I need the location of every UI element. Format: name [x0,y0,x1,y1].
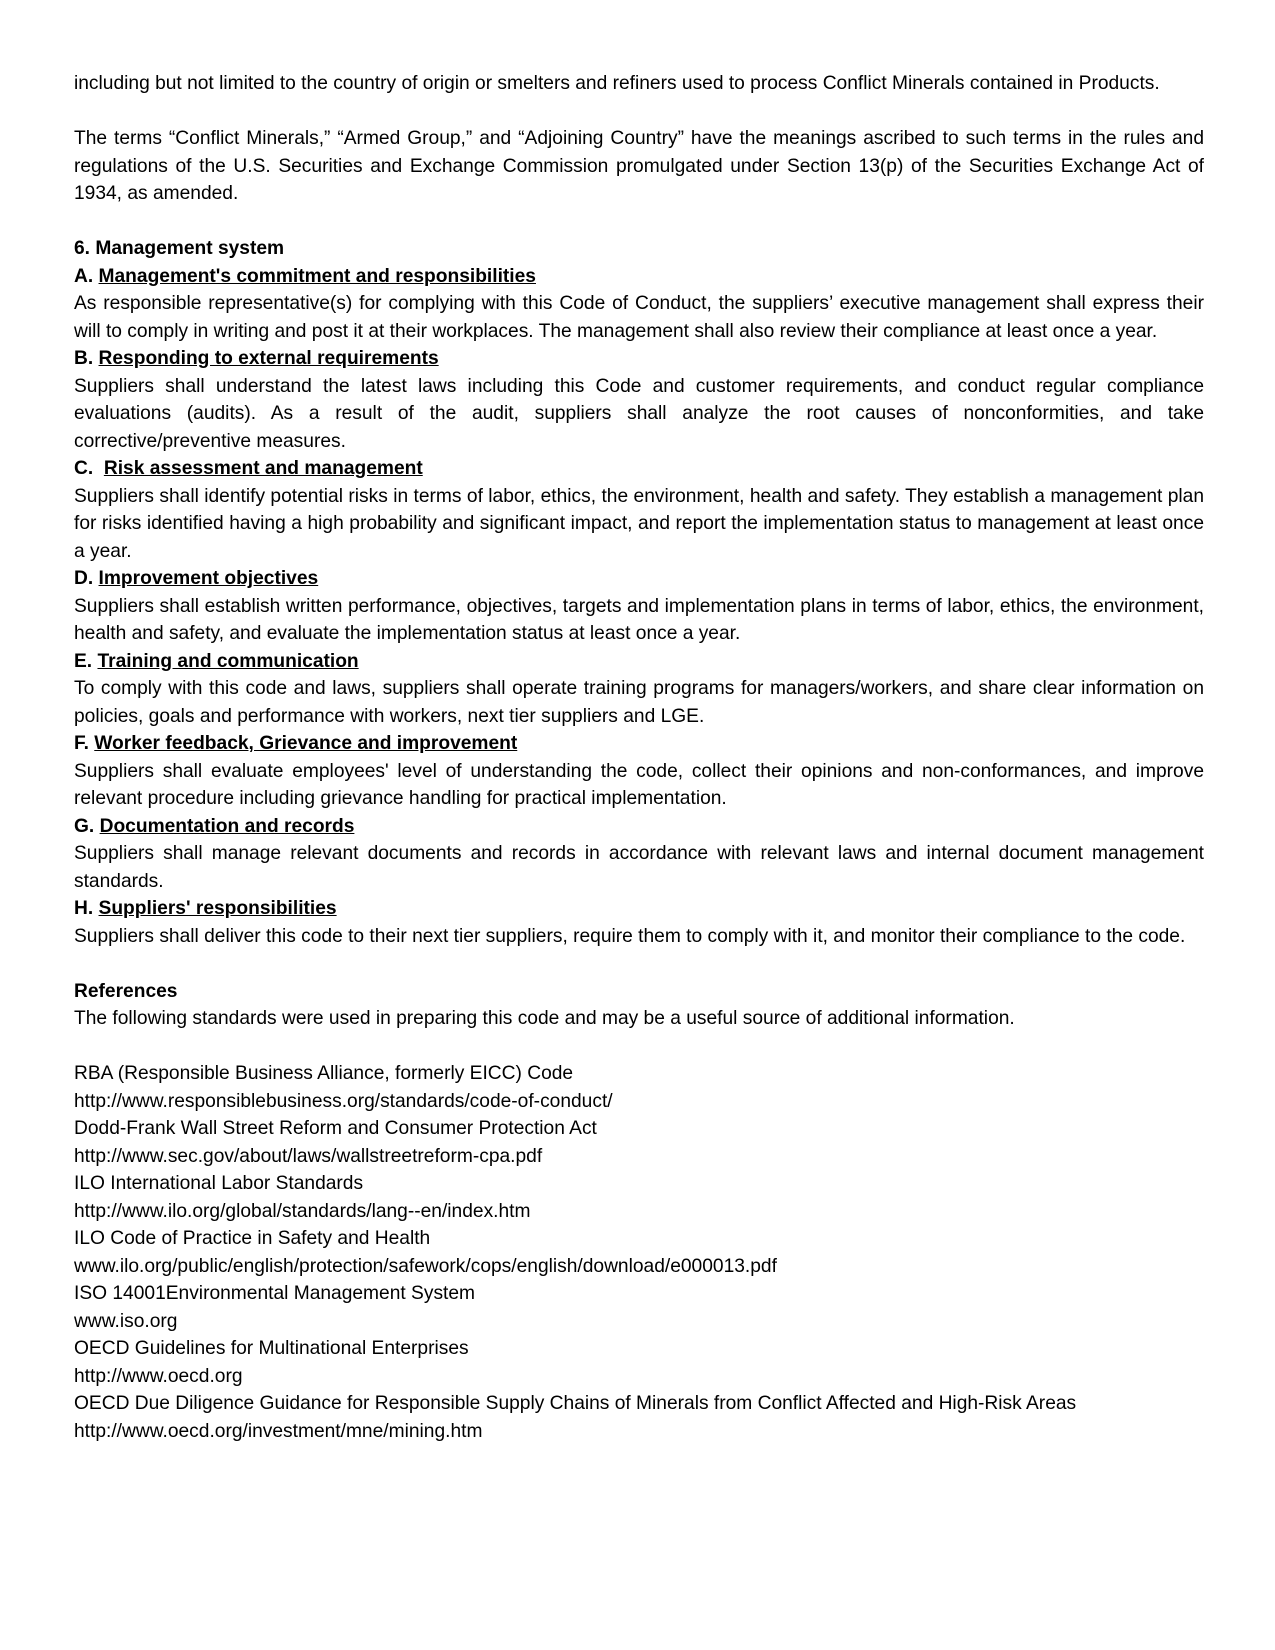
spacer [74,98,1204,126]
section-a [74,263,1204,346]
section-body: Suppliers shall identify potential risks in terms of labor, ethics, the environment, health and safety. They establish a management plan for risks identified having a high probability and significant impact, and report the implementation status to management at least once a year. [74,485,1204,562]
section-h [74,895,1204,950]
reference-url: http://www.responsiblebusiness.org/standards/code-of-conduct/ [74,1090,613,1112]
section-title: Improvement objectives [98,568,319,589]
definitions-paragraph: The terms “Conflict Minerals,” “Armed Group,” and “Adjoining Country” have the meanings ascribed to such terms in the rules and regulations of the U.S. Securities and Exchange Commission promulgated under Section 13(p) of the Securities Exchange Act of 1934, as amended. [74,128,1204,204]
section-c [74,455,1204,565]
reference-name: ILO International Labor Standards [74,1173,364,1194]
section-letter: B. [74,348,99,369]
management-system-heading: 6. Management system [74,238,285,259]
reference-name: Dodd-Frank Wall Street Reform and Consumer Protection Act [74,1118,597,1139]
section-body: Suppliers shall evaluate employees' level of understanding the code, collect their opinions and non-conformances, and improve relevant procedure including grievance handling for practical implementation. [74,760,1204,809]
section-heading [74,895,1204,923]
reference-name: OECD Due Diligence Guidance for Responsible Supply Chains of Minerals from Conflict Affected and High-Risk Areas [74,1393,1077,1414]
section-body: Suppliers shall understand the latest laws including this Code and customer requirements, and conduct regular compliance evaluations (audits). As a result of the audit, suppliers shall analyze the root causes of nonconformities, and take corrective/preventive measures. [74,375,1204,452]
section-letter: H. [74,898,99,919]
document-page [74,70,1204,1445]
reference-url: http://www.sec.gov/about/laws/wallstreetreform-cpa.pdf [74,1145,543,1167]
reference-name: RBA (Responsible Business Alliance, formerly EICC) Code [74,1063,574,1084]
section-letter: G. [74,815,100,837]
reference-url: www.iso.org [74,1310,178,1332]
section-e [74,648,1204,731]
intro-continuation: including but not limited to the country of origin or smelters and refiners used to process Conflict Minerals contained in Products. [74,73,1160,94]
section-letter: F. [74,733,95,754]
section-title: Responding to external requirements [98,348,439,369]
references-intro: The following standards were used in preparing this code and may be a useful source of additional information. [74,1008,1015,1029]
section-title: Suppliers' responsibilities [98,898,337,919]
section-body: Suppliers shall manage relevant documents and records in accordance with relevant laws and internal document management standards. [74,843,1204,892]
section-heading [74,565,1204,593]
section-letter: D. [74,568,99,589]
section-d [74,565,1204,648]
section-body: As responsible representative(s) for complying with this Code of Conduct, the suppliers’ executive management shall express their will to comply in writing and post it at their workplaces. The management shall also review their compliance at least once a year. [74,293,1204,342]
section-f [74,730,1204,813]
section-body: Suppliers shall establish written performance, objectives, targets and implementation plans in terms of labor, ethics, the environment, health and safety, and evaluate the implementation status at least once a year. [74,595,1204,644]
section-heading [74,345,1204,373]
spacer [74,950,1204,978]
section-body: Suppliers shall deliver this code to their next tier suppliers, require them to comply with it, and monitor their compliance to the code. [74,925,1186,947]
section-b [74,345,1204,455]
section-body: To comply with this code and laws, suppliers shall operate training programs for managers/workers, and share clear information on policies, goals and performance with workers, next tier suppliers and LGE. [74,678,1204,727]
section-heading [74,263,1204,291]
spacer [74,208,1204,236]
section-title: Risk assessment and management [103,458,423,479]
section-heading [74,455,1204,483]
section-heading [74,648,1204,676]
references-list [74,1060,1204,1445]
section-g [74,813,1204,896]
reference-name: ILO Code of Practice in Safety and Health [74,1228,431,1249]
references-heading: References [74,980,178,1002]
reference-url: http://www.ilo.org/global/standards/lang--en/index.htm [74,1200,531,1222]
section-letter: C. [74,458,104,479]
reference-url: http://www.oecd.org [74,1365,243,1387]
section-title: Management's commitment and responsibilities [98,265,536,287]
reference-name: OECD Guidelines for Multinational Enterprises [74,1338,469,1359]
reference-name: ISO 14001Environmental Management System [74,1283,476,1304]
section-heading [74,813,1204,841]
reference-url: www.ilo.org/public/english/protection/safework/cops/english/download/e000013.pdf [74,1255,777,1277]
spacer [74,1033,1204,1061]
section-title: Training and communication [97,650,359,672]
section-title: Worker feedback, Grievance and improvement [94,733,518,754]
section-heading [74,730,1204,758]
section-letter: E. [74,650,98,672]
reference-url: http://www.oecd.org/investment/mne/mining.htm [74,1420,483,1442]
section-letter: A. [74,265,99,287]
section-title: Documentation and records [99,815,355,837]
